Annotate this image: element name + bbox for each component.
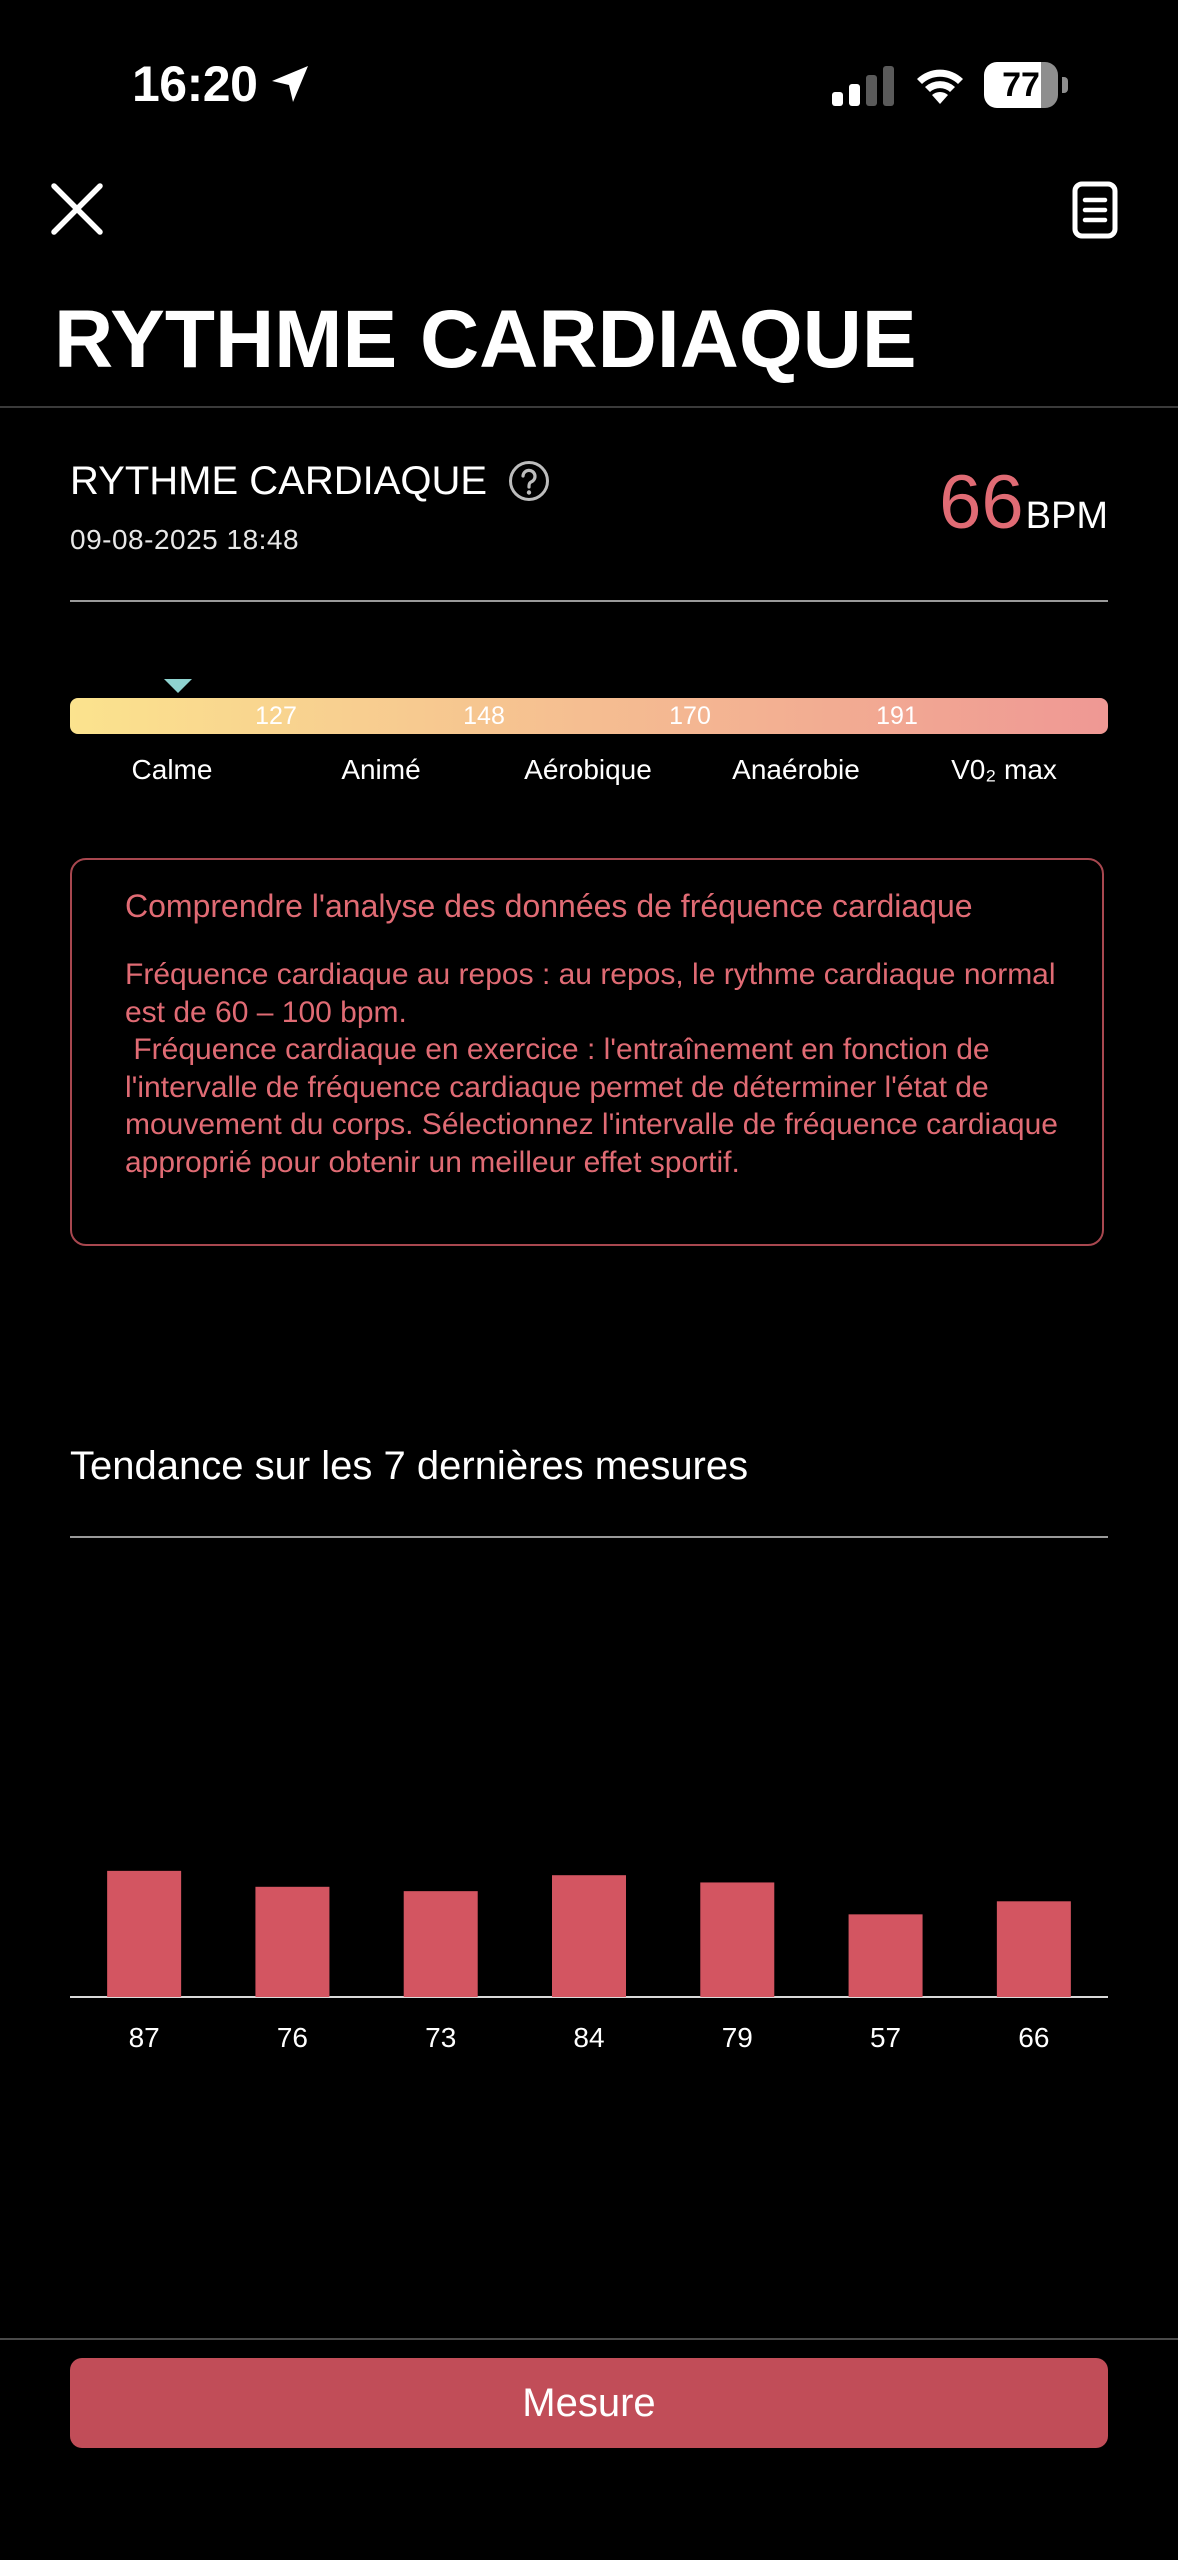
trend-bar-4 <box>552 1875 626 1997</box>
heart-rate-readout <box>939 458 1108 548</box>
help-icon[interactable] <box>508 460 550 502</box>
info-card-title: Comprendre l'analyse des données de fréquence cardiaque <box>125 888 973 924</box>
trend-bar-label-6: 57 <box>869 2022 902 2053</box>
status-time: 16:20 <box>132 56 258 112</box>
location-arrow-icon <box>268 62 312 106</box>
trend-bar-chart <box>70 1700 1108 2060</box>
measure-button[interactable]: Mesure <box>70 2358 1108 2448</box>
zone-name-anaerobie: Anaérobie <box>732 754 860 785</box>
trend-divider <box>70 1536 1108 1538</box>
trend-bar-2 <box>255 1887 329 1997</box>
trend-bar-3 <box>404 1891 478 1997</box>
zone-name-vo2max: V0₂ max <box>951 754 1057 785</box>
trend-bar-6 <box>849 1914 923 1997</box>
heart-rate-value: 66 <box>939 460 1024 545</box>
header-divider <box>0 406 1178 408</box>
cellular-signal-icon <box>832 66 894 106</box>
current-zone-marker-icon <box>164 679 192 695</box>
measurement-datetime: 09-08-2025 18:48 <box>70 524 300 555</box>
zone-name-aerobique: Aérobique <box>524 754 652 785</box>
trend-title: Tendance sur les 7 dernières mesures <box>70 1444 749 1488</box>
trend-bar-label-5: 79 <box>721 2022 753 2053</box>
battery-indicator <box>984 62 1068 108</box>
trend-bar-1 <box>107 1871 181 1997</box>
trend-bar-label-2: 76 <box>276 2022 309 2053</box>
trend-bar-label-7: 66 <box>1018 2022 1050 2053</box>
info-card-body: Fréquence cardiaque au repos : au repos, le rythme cardiaque normal est de 60 – 100 bpm. Fréquence cardiaque en exercice : l'entraînement en fonction de l'intervalle de fréquence cardiaque permet de déterminer l'état de mouvement du corps. Sélectionnez l'intervalle de fréquence cardiaque approprié pour obtenir un meilleur effet sportif. <box>125 958 1058 1179</box>
summary-divider <box>70 600 1108 602</box>
trend-bar-5 <box>700 1882 774 1997</box>
trend-bar-label-3: 73 <box>425 2022 457 2053</box>
trend-bar-label-4: 84 <box>573 2022 605 2053</box>
heart-rate-label: RYTHME CARDIAQUE <box>70 459 488 503</box>
zone-name-calme: Calme <box>131 754 213 785</box>
wifi-icon <box>912 62 968 106</box>
zone-threshold-3: 170 <box>669 702 711 730</box>
footer-divider <box>0 2338 1178 2340</box>
close-icon[interactable] <box>50 182 104 236</box>
trend-bar-label-1: 87 <box>128 2022 160 2053</box>
page-title: RYTHME CARDIAQUE <box>54 294 917 385</box>
zone-threshold-1: 127 <box>255 702 297 730</box>
zone-threshold-4: 191 <box>876 702 918 730</box>
zone-name-anime: Animé <box>341 754 421 785</box>
zone-threshold-2: 148 <box>463 702 505 730</box>
battery-percent: 77 <box>1002 66 1040 104</box>
document-icon[interactable] <box>1070 180 1126 240</box>
heart-rate-zone-gauge <box>70 698 1108 734</box>
heart-rate-unit: BPM <box>1025 495 1108 537</box>
trend-bar-7 <box>997 1901 1071 1997</box>
